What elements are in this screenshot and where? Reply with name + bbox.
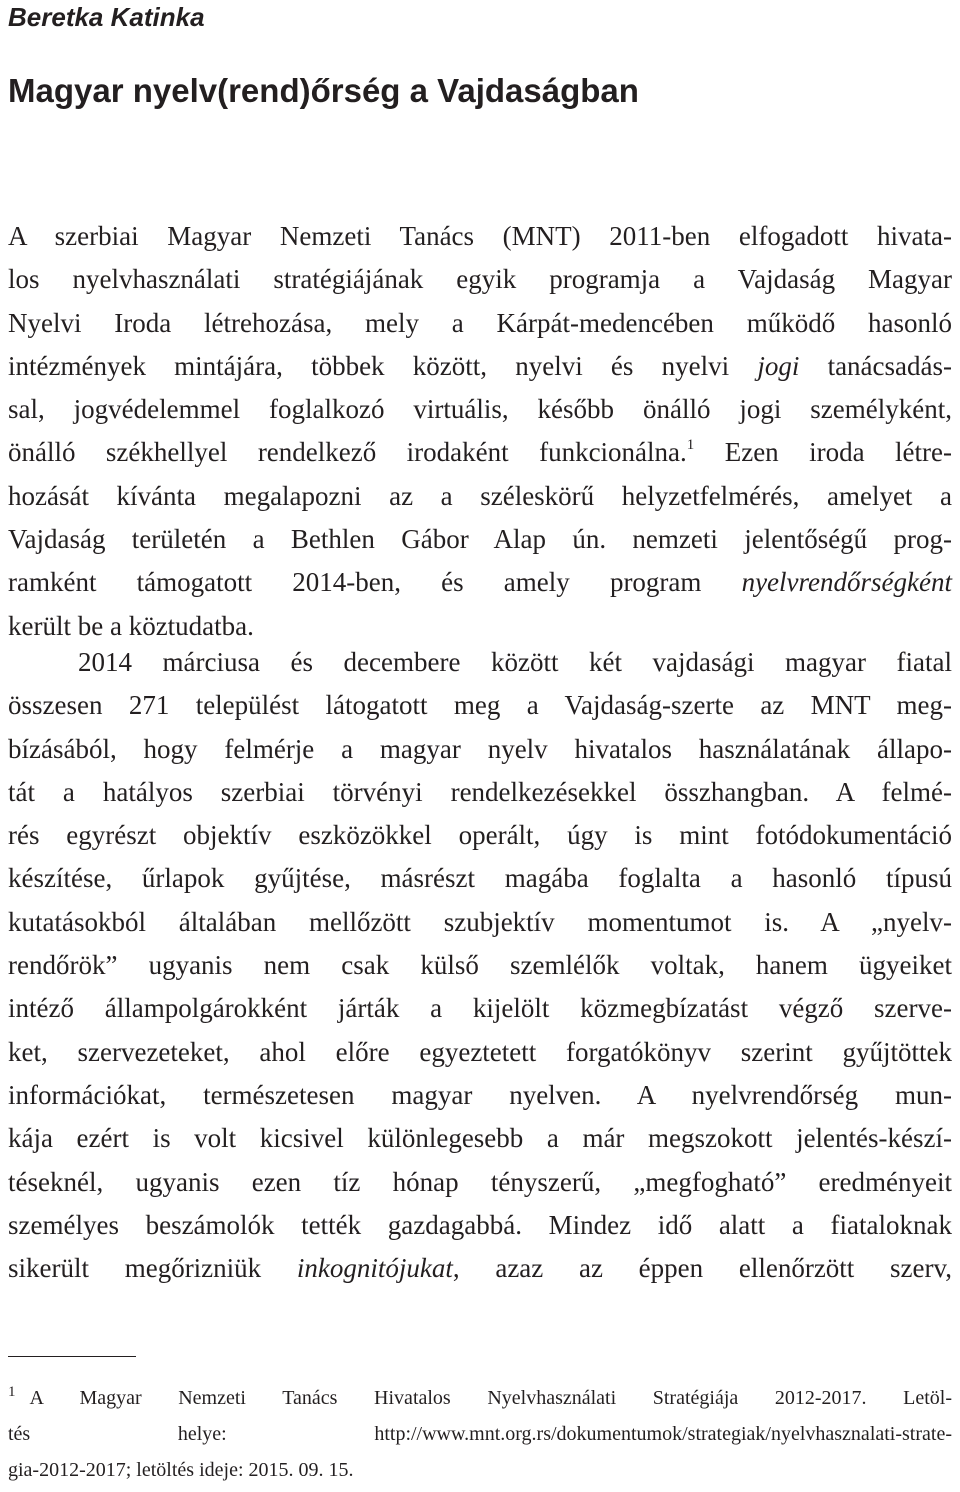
text-line: intéző állampolgárokként járták a kijelölt közmegbízatást végző szerve- [8,993,952,1024]
text-line: Vajdaság területén a Bethlen Gábor Alap ún. nemzeti jelentőségű prog- [8,524,952,555]
text-segment: intézmények mintájára, többek között, nyelvi és nyelvi [8,350,758,381]
text-line [8,1247,952,1290]
text-line [8,561,952,604]
text-line [8,345,952,388]
text-segment: ramként támogatott 2014-ben, és amely program [8,567,742,598]
footnote-line [8,1380,952,1416]
text-line: Nyelvi Iroda létrehozása, mely a Kárpát-medencében működő hasonló [8,307,952,338]
footnote-number: 1 [8,1384,16,1400]
italic-term: inkognitójukat [296,1253,453,1284]
text-line: készítése, űrlapok gyűjtése, másrészt magába foglalta a hasonló típusú [8,863,952,894]
text-segment: sikerült megőrizniük [8,1253,297,1284]
text-segment: tanácsadás- [799,350,953,381]
footnote [8,1380,952,1488]
footnote-line: gia-2012-2017; letöltés ideje: 2015. 09. 15. [8,1459,354,1481]
text-line: A szerbiai Magyar Nemzeti Tanács (MNT) 2011-ben elfogadott hivata- [8,221,952,251]
text-line: hozását kívánta megalapozni az a széleskörű helyzetfelmérés, amelyet a [8,480,952,511]
text-segment: A Magyar Nemzeti Tanács Hivatalos Nyelvhasználati Stratégiája 2012-2017. Letöl- [29,1387,952,1409]
text-segment: Ezen iroda létre- [694,437,952,468]
text-line: személyes beszámolók tették gazdagabbá. Mindez idő alatt a fiataloknak [8,1209,952,1240]
text-line [8,431,952,474]
italic-term: jogi [757,350,800,381]
footnote-separator [8,1356,136,1357]
text-line: információkat, természetesen magyar nyelven. A nyelvrendőrség mun- [8,1079,952,1110]
text-line: téseknél, ugyanis ezen tíz hónap tényszerű, „megfogható” eredményeit [8,1166,952,1197]
text-line: összesen 271 települést látogatott meg a Vajdaság-szerte az MNT meg- [8,690,952,721]
text-line: sal, jogvédelemmel foglalkozó virtuális, később önálló jogi személyként, [8,394,952,425]
text-line: bízásából, hogy felmérje a magyar nyelv hivatalos használatának állapo- [8,733,952,764]
footnote-reference[interactable]: 1 [686,437,695,454]
text-line: kutatásokból általában mellőzött szubjektív momentumot is. A „nyelv- [8,906,952,937]
text-line: tát a hatályos szerbiai törvényi rendelkezésekkel összhangban. A felmé- [8,776,952,807]
text-line: került be a köztudatba. [8,610,254,641]
text-line: rés egyrészt objektív eszközökkel operált, úgy is mint fotódokumentáció [8,820,952,851]
footnote-line[interactable]: tés helye: http://www.mnt.org.rs/dokumentumok/strategiak/nyelvhasznalati-strate- [8,1423,952,1445]
text-line: 2014 márciusa és decembere között két vajdasági magyar fiatal [78,647,952,677]
italic-term: nyelvrendőrségként [741,567,952,598]
author-name: Beretka Katinka [8,2,205,32]
text-segment: önálló székhellyel rendelkező irodaként funkcionálna. [8,437,687,468]
paragraph-1 [8,215,952,648]
text-line: kája ezért is volt kicsivel különlegesebb a már megszokott jelentés-készí- [8,1123,952,1154]
text-line: los nyelvhasználati stratégiájának egyik programja a Vajdaság Magyar [8,264,952,295]
text-line: rendőrök” ugyanis nem csak külső szemlélők voltak, hanem ügyeiket [8,950,952,981]
text-segment: , azaz az éppen ellenőrzött szerv, [452,1253,952,1284]
paragraph-2 [8,641,952,1290]
article-title: Magyar nyelv(rend)őrség a Vajdaságban [8,72,639,109]
text-line: ket, szervezeteket, ahol előre egyeztetett forgatókönyv szerint gyűjtöttek [8,1036,952,1067]
